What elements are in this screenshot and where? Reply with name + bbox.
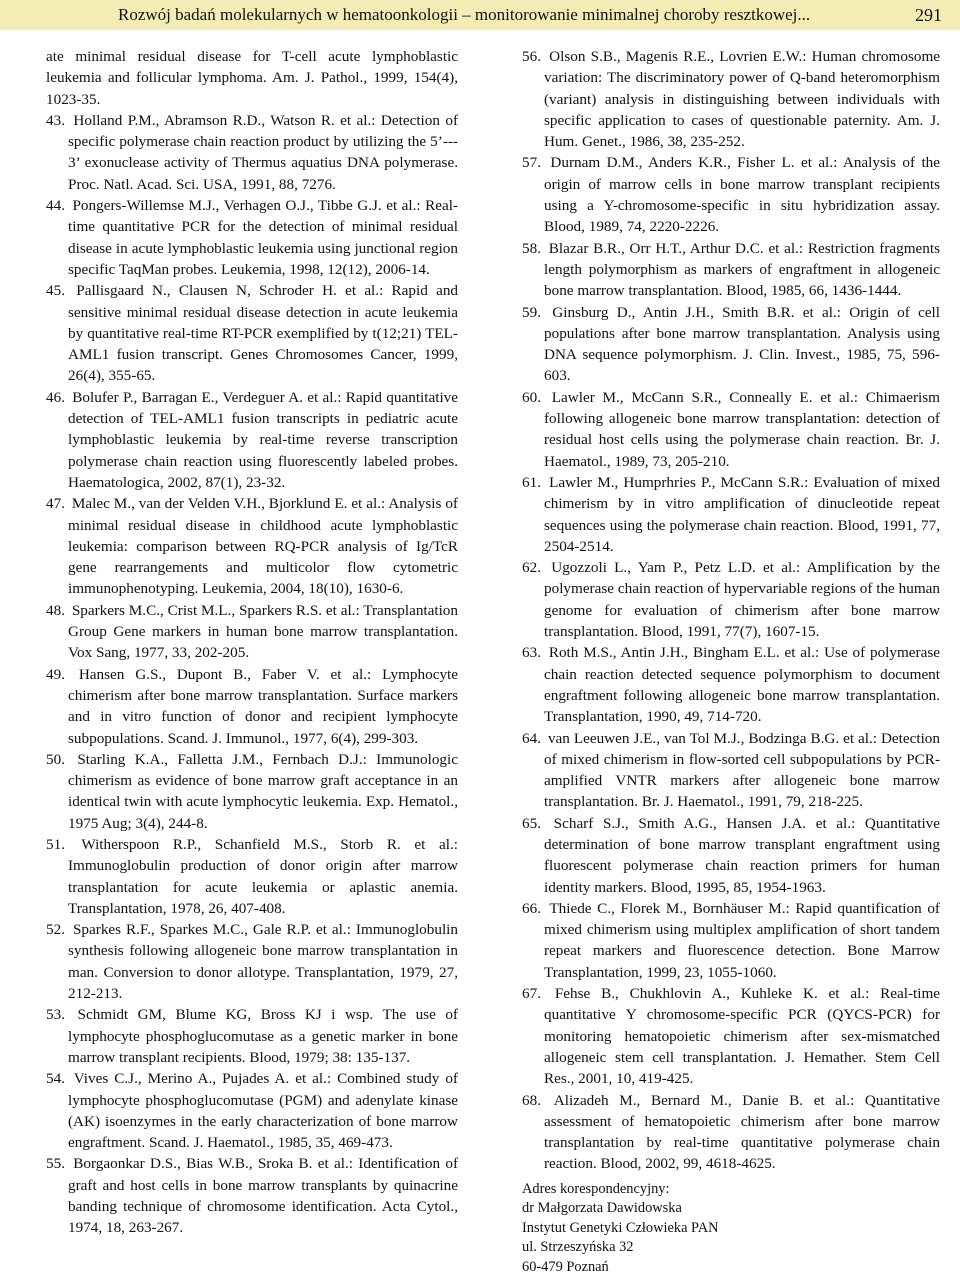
correspondence-address xyxy=(522,1180,822,1277)
reference-number: 56. xyxy=(522,48,541,65)
reference-item xyxy=(522,557,940,642)
reference-number: 48. xyxy=(46,601,65,619)
reference-item xyxy=(522,983,940,1089)
reference-number: 60. xyxy=(522,388,541,406)
reference-text: van Leeuwen J.E., van Tol M.J., Bodzinga B.G. et al.: Detection of mixed chimerism in flow-sorted cell subpopulations by PCR-amplified VNTR markers after allogeneic bone marrow transplantation. Br. J. Haematol., 1991, 79, 218-225. xyxy=(544,729,940,811)
reference-number: 52. xyxy=(46,921,65,939)
reference-number: 44. xyxy=(46,197,65,215)
right-reference-column xyxy=(522,46,940,1175)
address-heading: Adres korespondencyjny: xyxy=(522,1181,670,1197)
reference-item xyxy=(522,1090,940,1175)
reference-item xyxy=(46,834,458,919)
reference-text: Schmidt GM, Blume KG, Bross KJ i wsp. The use of lymphocyte phosphoglucomutase as a genetic marker in bone marrow transplant recipients. Blood, 1979; 38: 135-137. xyxy=(68,1006,458,1066)
reference-item xyxy=(46,493,458,599)
reference-item xyxy=(46,664,458,749)
reference-number: 54. xyxy=(46,1070,65,1088)
reference-number: 46. xyxy=(46,388,65,406)
reference-text: Holland P.M., Abramson R.D., Watson R. et al.: Detection of specific polymerase chain reaction product by utilizing the 5’--- 3’ exonuclease activity of Thermus aquatius DNA polymerase. Proc. Natl. Acad. Sci. USA, 1991, 88, 7276. xyxy=(68,111,458,193)
reference-text: Scharf S.J., Smith A.G., Hansen J.A. et al.: Quantitative determination of bone marrow transplant engraftment using fluorescent polymerase chain reaction primers for human identity markers. Blood, 1995, 85, 1954-1963. xyxy=(544,814,941,896)
reference-number: 66. xyxy=(522,899,541,917)
reference-number: 53. xyxy=(46,1006,65,1024)
reference-item xyxy=(522,472,940,557)
running-header xyxy=(0,0,960,30)
reference-number: 49. xyxy=(46,665,65,683)
reference-number: 43. xyxy=(46,111,65,129)
reference-text: Fehse B., Chukhlovin A., Kuhleke K. et al.: Real-time quantitative Y chromosome-specific PCR (QYCS-PCR) for monitoring hematopoietic chimerism after sex-mismatched allogeneic stem cell transplantation. J. Hemather. Stem Cell Res., 2001, 10, 419-425. xyxy=(544,985,941,1088)
page-number: 291 xyxy=(915,5,942,25)
reference-text: Vives C.J., Merino A., Pujades A. et al.: Combined study of lymphocyte phosphoglucomutase (PGM) and adenylate kinase (AK) isoenzymes in the early characterization of bone marrow engraftment. Scand. J. Haematol., 1985, 35, 469-473. xyxy=(68,1070,458,1152)
reference-number: 57. xyxy=(522,154,541,172)
reference-text: Ugozzoli L., Yam P., Petz L.D. et al.: Amplification by the polymerase chain reaction of hypervariable regions of the human genome for evaluation of chimerism after bone marrow transplantation. Blood, 1991, 77(7), 1607-15. xyxy=(544,559,940,641)
reference-item xyxy=(46,387,458,493)
reference-text: Olson S.B., Magenis R.E., Lovrien E.W.: Human chromosome variation: The discriminatory power of Q-band heteromorphism (variant) analysis in distinguishing between individuals with specific application to cases of questionable paternity. Am. J. Hum. Genet., 1986, 38, 235-252. xyxy=(544,48,940,151)
reference-item xyxy=(46,110,458,195)
reference-number: 61. xyxy=(522,473,541,491)
reference-text: Sparkes R.F., Sparkes M.C., Gale R.P. et al.: Immunoglobulin synthesis following allogeneic bone marrow transplantation in man. Conversion to donor allotype. Transplantation, 1979, 27, 212-213. xyxy=(68,921,458,1003)
reference-item xyxy=(522,898,940,983)
reference-item xyxy=(522,238,940,302)
reference-item xyxy=(46,600,458,664)
reference-item xyxy=(522,813,940,898)
reference-text: Starling K.A., Falletta J.M., Fernbach D.J.: Immunologic chimerism as evidence of bone marrow graft acceptance in an identical twin with acute lymphocytic leukemia. Exp. Hematol., 1975 Aug; 3(4), 244-8. xyxy=(68,750,458,832)
reference-text: Sparkers M.C., Crist M.L., Sparkers R.S. et al.: Transplantation Group Gene markers in human bone marrow transplantation. Vox Sang, 1977, 33, 202-205. xyxy=(68,601,458,662)
reference-list-left xyxy=(46,110,458,1239)
running-title: Rozwój badań molekularnych w hematoonkologii – monitorowanie minimalnej choroby resztkowej... xyxy=(118,5,811,24)
reference-item xyxy=(46,280,458,386)
reference-number: 67. xyxy=(522,985,541,1003)
reference-text: Borgaonkar D.S., Bias W.B., Sroka B. et al.: Identification of graft and host cells in bone marrow transplants by quinacrine banding technique of chromosome identification. Acta Cytol., 1974, 18, 263-267. xyxy=(68,1155,459,1237)
reference-text: Ginsburg D., Antin J.H., Smith B.R. et al.: Origin of cell populations after bone marrow transplantation. Analysis using DNA sequence polymorphism. J. Clin. Invest., 1985, 75, 596-603. xyxy=(544,303,941,385)
reference-item xyxy=(522,302,940,387)
reference-continuation: ate minimal residual disease for T-cell acute lymphoblastic leukemia and follicular lymphoma. Am. J. Pathol., 1999, 154(4), 1023-35. xyxy=(46,48,458,108)
reference-text: Hansen G.S., Dupont B., Faber V. et al.: Lymphocyte chimerism after bone marrow transplantation. Surface markers and in vitro function of donor and recipient lymphocyte subpopulations. Scand. J. Immunol., 1977, 6(4), 299-303. xyxy=(68,665,459,747)
reference-item xyxy=(46,1068,458,1153)
reference-item xyxy=(46,195,458,280)
reference-text: Malec M., van der Velden V.H., Bjorklund E. et al.: Analysis of minimal residual disease in childhood acute lymphoblastic leukemia: comparison between RQ-PCR analysis of Ig/TcR gene rearrangements and multicolor flow cytometric immunophenotyping. Leukemia, 2004, 18(10), 1630-6. xyxy=(68,495,458,598)
left-reference-column xyxy=(46,46,458,1239)
reference-number: 65. xyxy=(522,814,541,832)
reference-text: Alizadeh M., Bernard M., Danie B. et al.: Quantitative assessment of hematopoietic chimerism after bone marrow transplantation by real-time quantitative polymerase chain reaction. Blood, 2002, 99, 4618-4625. xyxy=(544,1091,940,1173)
reference-item xyxy=(46,749,458,834)
address-city: 60-479 Poznań xyxy=(522,1258,609,1275)
reference-number: 51. xyxy=(46,835,65,853)
reference-text: Pongers-Willemse M.J., Verhagen O.J., Tibbe G.J. et al.: Real-time quantitative PCR for the detection of minimal residual disease in acute lymphoblastic leukemia using junctional region specific TaqMan probes. Leukemia, 1998, 12(12), 2006-14. xyxy=(68,197,458,278)
reference-number: 64. xyxy=(522,729,541,747)
reference-text: Roth M.S., Antin J.H., Bingham E.L. et al.: Use of polymerase chain reaction detected sequence polymorphism to document engraftment following allogeneic bone marrow transplantation. Transplantation, 1990, 49, 714-720. xyxy=(544,644,941,726)
reference-number: 58. xyxy=(522,239,541,257)
reference-item xyxy=(522,728,940,813)
reference-text: Durnam D.M., Anders K.R., Fisher L. et al.: Analysis of the origin of marrow cells in bone marrow transplant recipients using a Y-chromosome-specific in situ hybridization assay. Blood, 1989, 74, 2220-2226. xyxy=(544,154,941,236)
reference-number: 50. xyxy=(46,750,65,768)
address-name: dr Małgorzata Dawidowska xyxy=(522,1200,682,1217)
reference-item xyxy=(46,1004,458,1068)
reference-text: Witherspoon R.P., Schanfield M.S., Storb R. et al.: Immunoglobulin production of donor origin after marrow transplantation for acute leukemia or aplastic anemia. Transplantation, 1978, 26, 407-408. xyxy=(68,835,458,917)
reference-text: Pallisgaard N., Clausen N, Schroder H. et al.: Rapid and sensitive minimal residual disease detection in acute leukemia by quantitative real-time RT-PCR exemplified by t(12;21) TEL-AML1 fusion transcript. Genes Chromosomes Cancer, 1999, 26(4), 355-65. xyxy=(68,282,459,385)
address-street: ul. Strzeszyńska 32 xyxy=(522,1239,634,1256)
reference-number: 45. xyxy=(46,282,65,300)
reference-number: 59. xyxy=(522,303,541,321)
reference-list-right xyxy=(522,46,940,1175)
reference-item xyxy=(522,46,940,152)
reference-number: 62. xyxy=(522,559,541,577)
reference-number: 55. xyxy=(46,1155,65,1173)
reference-text: Thiede C., Florek M., Bornhäuser M.: Rapid quantification of mixed chimerism using multiplex amplification of short tandem repeat markers and fluorescence detection. Bone Marrow Transplantation, 1999, 23, 1055-1060. xyxy=(544,899,940,981)
reference-item xyxy=(46,919,458,1004)
reference-number: 68. xyxy=(522,1091,541,1109)
reference-item xyxy=(522,642,940,727)
reference-text: Lawler M., Humprhries P., McCann S.R.: Evaluation of mixed chimerism by in vitro amplification of dinucleotide repeat sequences using the polymerase chain reaction. Blood, 1991, 77, 2504-2514. xyxy=(544,473,941,555)
reference-item xyxy=(46,1153,458,1238)
reference-item xyxy=(522,152,940,237)
reference-text: Lawler M., McCann S.R., Conneally E. et al.: Chimaerism following allogeneic bone marrow transplantation: detection of residual host cells using the polymerase chain reaction. Br. J. Haematol., 1989, 73, 205-210. xyxy=(544,388,940,470)
reference-text: Blazar B.R., Orr H.T., Arthur D.C. et al.: Restriction fragments length polymorphism as markers of engraftment in allogeneic bone marrow transplantation. Blood, 1985, 66, 1436-1444. xyxy=(544,239,940,300)
reference-number: 63. xyxy=(522,644,541,662)
reference-number: 47. xyxy=(46,495,65,513)
reference-item xyxy=(522,387,940,472)
reference-text: Bolufer P., Barragan E., Verdeguer A. et al.: Rapid quantitative detection of TEL-AML1 fusion transcripts in pediatric acute lymphoblastic leukemia by real-time reverse transcription polymerase chain reaction using fluorescently labeled probes. Haematologica, 2002, 87(1), 23-32. xyxy=(68,388,458,491)
address-institute: Instytut Genetyki Człowieka PAN xyxy=(522,1219,719,1236)
